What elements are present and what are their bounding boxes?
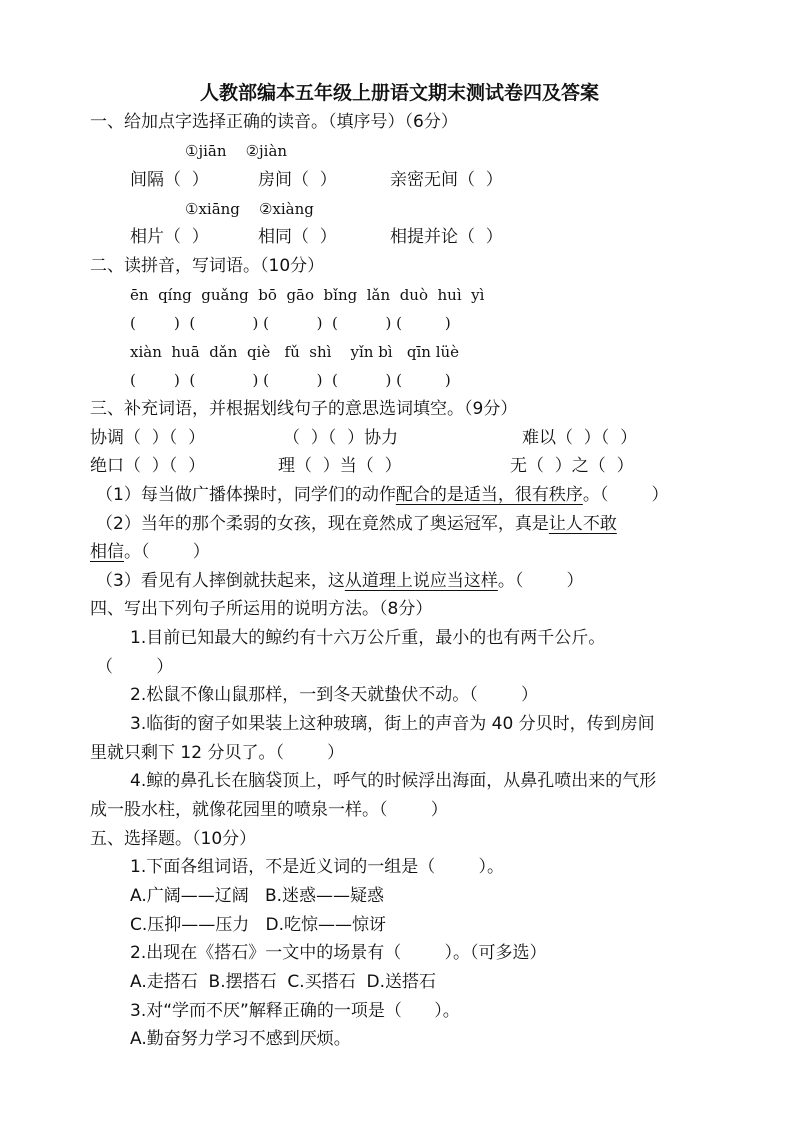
underlined-phrase: 相信: [90, 542, 124, 562]
question-4-1: 1.目前已知最大的鲸约有十六万公斤重，最小的也有两千公斤。: [130, 628, 606, 648]
options-5-1-ab: A.广阔——辽阔 B.迷惑——疑惑: [130, 886, 385, 906]
question-4-3: 3.临街的窗子如果装上这种玻璃，街上的声音为 40 分贝时，传到房间: [130, 714, 655, 734]
idiom-blank: 绝口（ ）（ ）: [90, 456, 206, 476]
idiom-blank: 理（ ）当（ ）: [278, 456, 402, 476]
sentence-q2-cont: 相信。（ ）: [90, 542, 210, 562]
idiom-blank: 无（ ）之（ ）: [510, 456, 634, 476]
answer-blanks: ( ) ( ) ( ) ( ) ( ): [130, 371, 451, 389]
options-5-1-cd: C.压抑——压力 D.吃惊——惊讶: [130, 915, 386, 935]
section-1-item: 房间（ ）: [258, 170, 337, 190]
section-5-heading: 五、选择题。（10分）: [90, 829, 257, 849]
question-5-2: 2.出现在《搭石》一文中的场景有（ ）。（可多选）: [130, 943, 547, 963]
question-4-3-cont: 里就只剩下 12 分贝了。（ ）: [90, 743, 345, 763]
section-3-heading: 三、补充词语，并根据划线句子的意思选词填空。（9分）: [90, 399, 518, 419]
sentence-q3: （3）看见有人摔倒就扶起来，这从道理上说应当这样。（ ）: [96, 571, 584, 591]
pinyin-row: xiàn huā dǎn qiè fǔ shì yǐn bì qīn lüè: [130, 343, 460, 361]
section-1-options-jian: ①jiān ②jiàn: [185, 142, 288, 160]
question-4-4-cont: 成一股水柱，就像花园里的喷泉一样。（ ）: [90, 800, 448, 820]
question-4-4: 4.鲸的鼻孔长在脑袋顶上，呼气的时候浮出海面，从鼻孔喷出来的气形: [130, 771, 657, 791]
idiom-blank: 协调（ ）（ ）: [90, 428, 206, 448]
idiom-blank: （ ）（ ）协力: [283, 428, 399, 448]
page-title: 人教部编本五年级上册语文期末测试卷四及答案: [200, 82, 600, 104]
section-1-item: 相提并论（ ）: [390, 227, 503, 247]
section-1-item: 间隔（ ）: [130, 170, 209, 190]
section-1-options-xiang: ①xiāng ②xiàng: [185, 200, 314, 218]
pinyin-row: ēn qíng guǎng bō gāo bǐng lǎn duò huì yì: [130, 286, 485, 304]
question-5-1: 1.下面各组词语，不是近义词的一组是（ ）。: [130, 857, 504, 877]
sentence-q1: （1）每当做广播体操时，同学们的动作配合的是适当，很有秩序。（ ）: [96, 485, 669, 505]
section-4-heading: 四、写出下列句子所运用的说明方法。（8分）: [90, 599, 433, 619]
section-1-item: 亲密无间（ ）: [390, 170, 503, 190]
answer-blanks: ( ) ( ) ( ) ( ) ( ): [130, 314, 451, 332]
section-1-item: 相片（ ）: [130, 227, 209, 247]
underlined-phrase: 从道理上说应当这样: [344, 571, 498, 591]
question-4-2: 2.松鼠不像山鼠那样，一到冬天就蛰伏不动。（ ）: [130, 685, 538, 705]
answer-blank: （ ）: [96, 657, 174, 677]
underlined-phrase: 让人不敢: [548, 514, 617, 534]
option-5-3-a: A.勤奋努力学习不感到厌烦。: [130, 1029, 351, 1049]
section-1-heading: 一、给加点字选择正确的读音。（填序号）（6分）: [90, 112, 458, 132]
idiom-blank: 难以（ ）（ ）: [522, 428, 638, 448]
options-5-2: A.走搭石 B.摆搭石 C.买搭石 D.送搭石: [130, 972, 436, 992]
question-5-3: 3.对“学而不厌”解释正确的一项是（ ）。: [130, 1001, 460, 1021]
section-1-item: 相同（ ）: [258, 227, 337, 247]
sentence-q2: （2）当年的那个柔弱的女孩，现在竟然成了奥运冠军，真是让人不敢: [96, 514, 617, 534]
section-2-heading: 二、读拼音，写词语。（10分）: [90, 256, 325, 276]
underlined-phrase: 配合的是适当，很有秩序: [395, 485, 583, 505]
